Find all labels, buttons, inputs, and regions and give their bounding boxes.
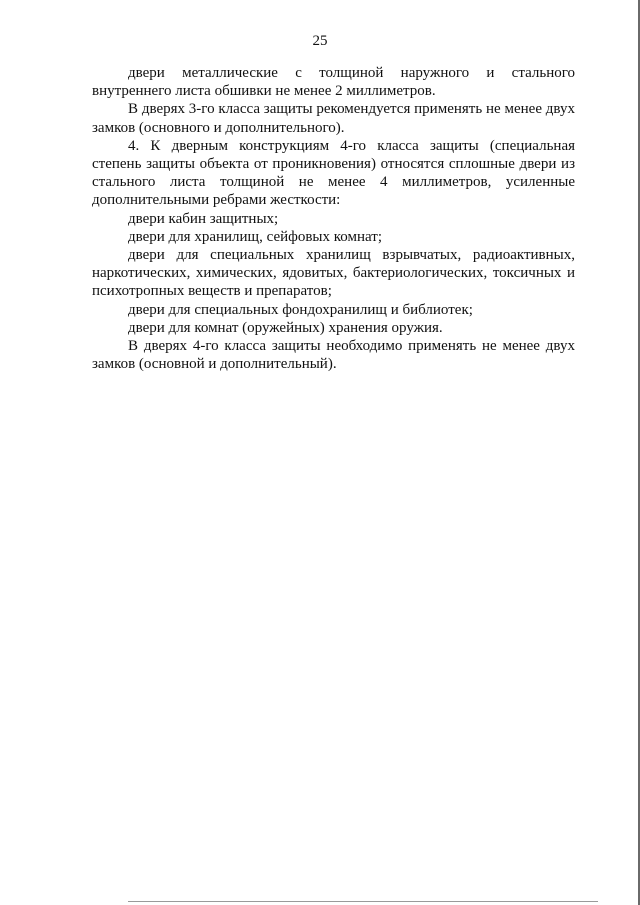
bottom-scan-line bbox=[128, 901, 598, 902]
list-item-libraries: двери для специальных фондохранилищ и библиотек; bbox=[128, 301, 473, 318]
page-number: 25 bbox=[312, 33, 328, 49]
paragraph-class-4-definition: 4. К дверным конструкциям 4-го класса защиты (специальная степень защиты объекта от проникновения) относятся сплошные двери из стального листа толщиной не менее 4 миллиметров, усиленные дополнительными ребрами жесткости: bbox=[92, 137, 575, 209]
paragraph-door-thickness: двери металлические с толщиной наружного и стального внутреннего листа обшивки не менее 2 миллиметров. bbox=[92, 65, 575, 100]
list-item-safe-rooms: двери для хранилищ, сейфовых комнат; bbox=[128, 228, 383, 245]
list-item-weapon-rooms: двери для комнат (оружейных) хранения оружия. bbox=[128, 319, 443, 336]
paragraph-class-3-locks: В дверях 3-го класса защиты рекомендуется применять не менее двух замков (основного и дополнительного). bbox=[92, 101, 575, 136]
list-item-protective-cabins: двери кабин защитных; bbox=[128, 210, 279, 227]
list-item-special-storage: двери для специальных хранилищ взрывчатых, радиоактивных, наркотических, химических, ядовитых, бактериологических, токсичных и психотропных веществ и препаратов; bbox=[92, 247, 575, 300]
document-body bbox=[92, 64, 575, 373]
paragraph-class-4-locks: В дверях 4-го класса защиты необходимо применять не менее двух замков (основной и дополнительный). bbox=[92, 338, 575, 373]
